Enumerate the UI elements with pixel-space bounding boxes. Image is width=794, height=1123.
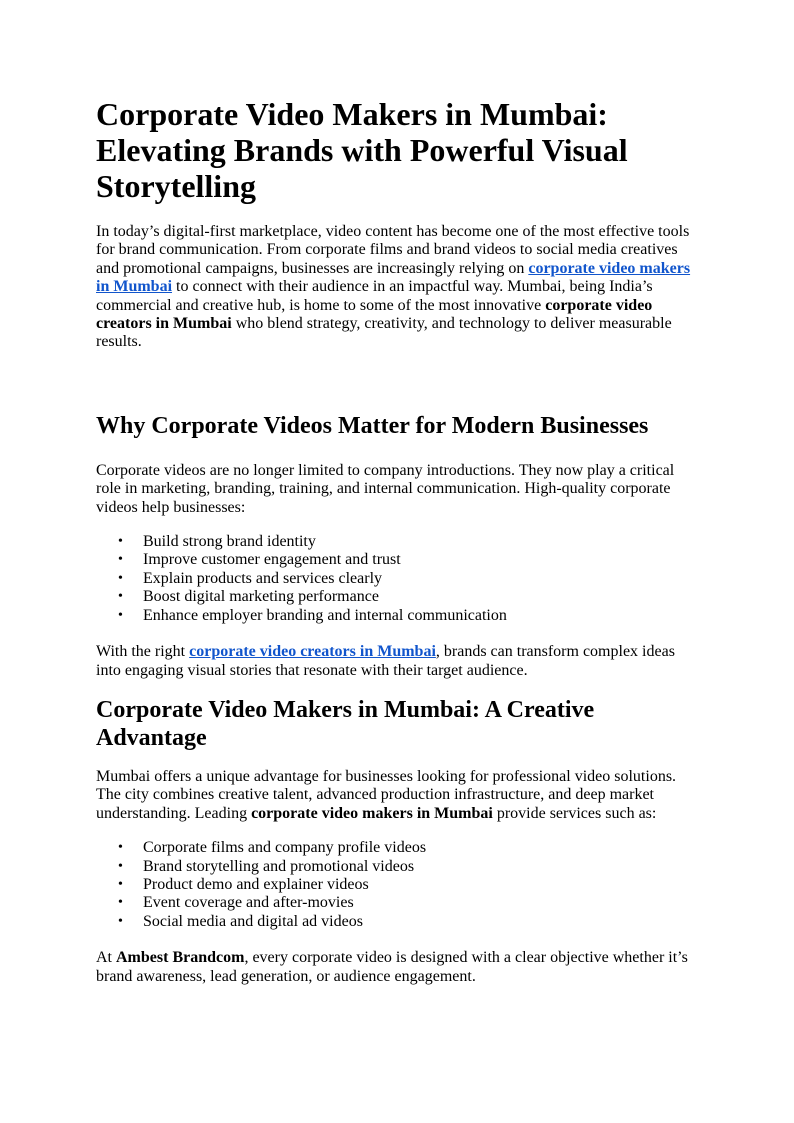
why-heading: Why Corporate Videos Matter for Modern Businesses	[96, 412, 649, 439]
list-item: • Boost digital marketing performance	[143, 588, 696, 606]
list-item: • Brand storytelling and promotional videos	[143, 858, 696, 876]
advantage-text-1: Mumbai offers a unique advantage for businesses looking for professional video solutions. The city combines creative talent, advanced production infrastructure, and deep market understanding. Leading	[96, 767, 677, 822]
intro-text-3: who blend strategy, creativity, and technology to deliver measurable results.	[96, 315, 672, 351]
corporate-video-makers-link[interactable]: corporate video makers in Mumbai	[96, 259, 691, 296]
creators-paragraph	[96, 643, 696, 680]
company-name: Ambest Brandcom	[116, 949, 245, 967]
intro-paragraph	[96, 223, 696, 352]
document-page	[96, 96, 696, 1004]
advantage-text-2: provide services such as:	[492, 804, 657, 822]
intro-text-1: In today’s digital-first marketplace, video content has become one of the most effective tools for brand communication. From corporate films and brand videos to social media creatives and promotional campaigns, businesses are increasingly relying on	[96, 223, 690, 277]
corporate-video-creators-link[interactable]: corporate video creators in Mumbai	[189, 643, 436, 661]
list-item: • Enhance employer branding and internal communication	[143, 607, 696, 625]
list-item: • Improve customer engagement and trust	[143, 551, 696, 569]
intro-bold-text: corporate video creators in Mumbai	[96, 296, 653, 333]
page-title: Corporate Video Makers in Mumbai: Elevating Brands with Powerful Visual Storytelling	[96, 96, 628, 204]
creators-text-1: With the right	[96, 643, 190, 661]
list-item: • Corporate films and company profile videos	[143, 839, 696, 857]
list-item: • Explain products and services clearly	[143, 570, 696, 588]
list-item: • Social media and digital ad videos	[143, 913, 696, 931]
closing-text-2: , every corporate video is designed with a clear objective whether it’s brand awareness, lead generation, or audience engagement.	[96, 949, 688, 985]
why-paragraph: Corporate videos are no longer limited to company introductions. They now play a critical role in marketing, branding, training, and internal communication. High-quality corporate videos help businesses:	[96, 461, 675, 516]
advantage-bold-text: corporate video makers in Mumbai	[251, 804, 493, 822]
benefits-list	[96, 533, 696, 625]
advantage-heading: Corporate Video Makers in Mumbai: A Creative Advantage	[96, 696, 595, 751]
closing-paragraph	[96, 949, 696, 986]
list-item: • Product demo and explainer videos	[143, 876, 696, 894]
list-item: • Event coverage and after-movies	[143, 894, 696, 912]
advantage-paragraph	[96, 768, 696, 823]
creators-text-2: , brands can transform complex ideas into engaging visual stories that resonate with their target audience.	[96, 643, 675, 679]
closing-text-1: At	[96, 949, 116, 967]
services-list	[96, 839, 696, 931]
list-item: • Build strong brand identity	[143, 533, 696, 551]
intro-text-2: to connect with their audience in an impactful way. Mumbai, being India’s commercial and creative hub, is home to some of the most innovative	[96, 278, 653, 314]
